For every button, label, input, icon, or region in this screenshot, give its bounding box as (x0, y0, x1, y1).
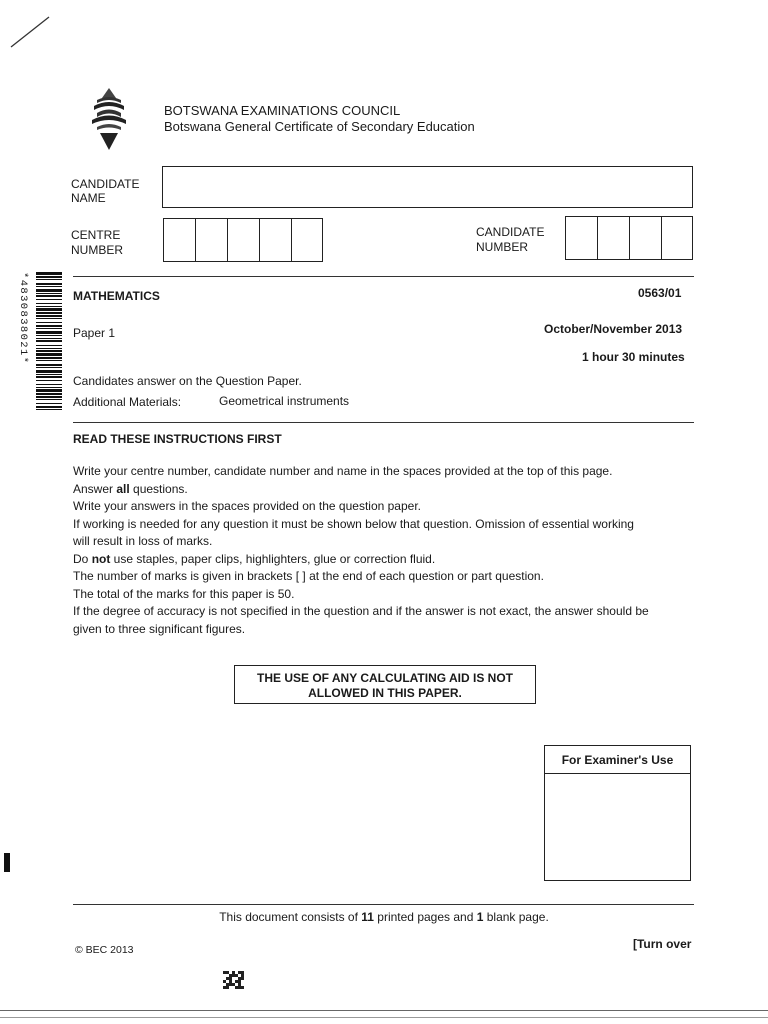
barcode-bar (36, 399, 62, 400)
barcode-bar (36, 315, 62, 317)
barcode-bar (36, 387, 62, 388)
pages-note-text: This document consists of (219, 910, 362, 924)
page-edge-line (0, 1017, 768, 1018)
pages-note (0, 910, 768, 925)
instruction-line: The total of the marks for this paper is 50. (73, 586, 295, 601)
instruction-line: If the degree of accuracy is not specified in the question and if the answer is not exact, the answer should be (73, 604, 649, 618)
pages-note-text: printed pages and (373, 910, 477, 924)
turn-over: [Turn over (633, 937, 692, 951)
instructions-list (73, 463, 698, 638)
org-name: BOTSWANA EXAMINATIONS COUNCIL (164, 103, 401, 118)
barcode-bar (36, 335, 62, 336)
materials-value: Geometrical instruments (219, 394, 350, 408)
barcode-bar (36, 376, 62, 378)
barcode-bar (36, 312, 62, 314)
emphasis-word: all (116, 481, 130, 496)
answer-note: Candidates answer on the Question Paper. (73, 374, 302, 388)
candidate-name-label-line1: CANDIDATE (71, 177, 140, 191)
qr-module (241, 977, 244, 980)
centre-number-divider (227, 219, 228, 261)
candidate-number-divider (661, 217, 662, 259)
candidate-name-label-line2: NAME (71, 191, 106, 205)
centre-number-divider (291, 219, 292, 261)
barcode (36, 272, 62, 414)
candidate-name-box[interactable] (162, 166, 693, 208)
centre-number-label-line1: CENTRE (71, 228, 121, 242)
candidate-number-label-line1: CANDIDATE (476, 225, 545, 239)
barcode-bar (36, 348, 62, 349)
barcode-bar (36, 409, 62, 410)
exam-session: October/November 2013 (544, 322, 683, 336)
candidate-number-label-line2: NUMBER (476, 240, 529, 254)
instruction-line: Answer all questions. (73, 481, 188, 496)
notice-line2: ALLOWED IN THIS PAPER. (308, 686, 462, 700)
barcode-bar (36, 299, 62, 300)
barcode-bar (36, 380, 62, 381)
emphasis-word: not (91, 551, 111, 566)
candidate-number-boxes[interactable] (565, 216, 693, 260)
barcode-number (17, 272, 29, 414)
barcode-bar (36, 384, 62, 385)
barcode-bar (36, 350, 62, 352)
pages-count: 11 (361, 910, 374, 924)
exam-duration: 1 hour 30 minutes (582, 350, 685, 364)
instruction-line: Do not use staples, paper clips, highlighters, glue or correction fluid. (73, 551, 436, 566)
barcode-bar (36, 406, 62, 408)
barcode-bar (36, 331, 62, 334)
divider-line (73, 276, 694, 277)
centre-number-divider (259, 219, 260, 261)
instruction-line: The number of marks is given in brackets [ ] at the end of each question or part question. (73, 569, 544, 583)
instruction-line: given to three significant figures. (73, 621, 246, 636)
barcode-bar (36, 303, 62, 304)
divider-line (73, 904, 694, 905)
barcode-bar (36, 286, 62, 287)
paper-code: 0563/01 (638, 286, 682, 300)
examiner-use-divider (545, 773, 690, 774)
barcode-bar (36, 367, 62, 368)
barcode-text: *4830838021* (17, 272, 29, 365)
barcode-bar (36, 293, 62, 294)
barcode-bar (36, 289, 62, 292)
barcode-bar (36, 357, 62, 359)
blank-pages-count: 1 (476, 910, 484, 924)
paper-number: Paper 1 (73, 326, 116, 340)
page-edge-line (0, 1010, 768, 1011)
barcode-bar (36, 340, 62, 342)
qr-module (241, 986, 244, 989)
scan-mark (4, 853, 10, 872)
candidate-number-divider (629, 217, 630, 259)
barcode-bar (36, 353, 62, 356)
barcode-bar (36, 279, 62, 280)
centre-number-label-line2: NUMBER (71, 243, 124, 257)
pages-note-text: blank page. (483, 910, 549, 924)
barcode-bar (36, 338, 62, 339)
subject-title: MATHEMATICS (73, 289, 160, 303)
instruction-line: will result in loss of marks. (73, 534, 213, 548)
barcode-bar (36, 370, 62, 373)
examiner-use-box (544, 745, 691, 881)
barcode-bar (36, 403, 62, 404)
pen-mark (8, 14, 52, 50)
barcode-bar (36, 364, 62, 366)
barcode-bar (36, 272, 62, 275)
centre-number-divider (195, 219, 196, 261)
divider-line (73, 422, 694, 423)
barcode-bar (36, 318, 62, 319)
barcode-bar (36, 389, 62, 392)
cert-title: Botswana General Certificate of Secondary Education (164, 119, 475, 134)
notice-line1: THE USE OF ANY CALCULATING AID IS NOT (256, 671, 513, 685)
barcode-bar (36, 322, 62, 323)
bec-logo-icon (88, 86, 130, 152)
barcode-bar (36, 306, 62, 307)
barcode-bar (36, 374, 62, 375)
instruction-line: If working is needed for any question it must be shown below that question. Omission of essential working (73, 516, 634, 531)
instructions-heading: READ THESE INSTRUCTIONS FIRST (73, 432, 282, 446)
qr-module (226, 986, 229, 989)
barcode-bar (36, 328, 62, 329)
barcode-bar (36, 308, 62, 311)
instruction-line: Write your answers in the spaces provided on the question paper. (73, 499, 421, 513)
barcode-bar (36, 295, 62, 297)
barcode-bar (36, 325, 62, 327)
calculator-notice-box (234, 665, 536, 704)
barcode-bar (36, 345, 62, 346)
barcode-bar (36, 276, 62, 278)
materials-label: Additional Materials: (73, 395, 182, 409)
instruction-line: Write your centre number, candidate number and name in the spaces provided at the top of this page. (73, 464, 613, 478)
qr-code (223, 971, 243, 989)
barcode-bar (36, 283, 62, 285)
barcode-bar (36, 396, 62, 398)
copyright: © BEC 2013 (75, 944, 134, 956)
barcode-bar (36, 360, 62, 361)
candidate-number-divider (597, 217, 598, 259)
examiner-use-title: For Examiner's Use (561, 753, 674, 767)
centre-number-boxes[interactable] (163, 218, 323, 262)
barcode-bar (36, 393, 62, 395)
